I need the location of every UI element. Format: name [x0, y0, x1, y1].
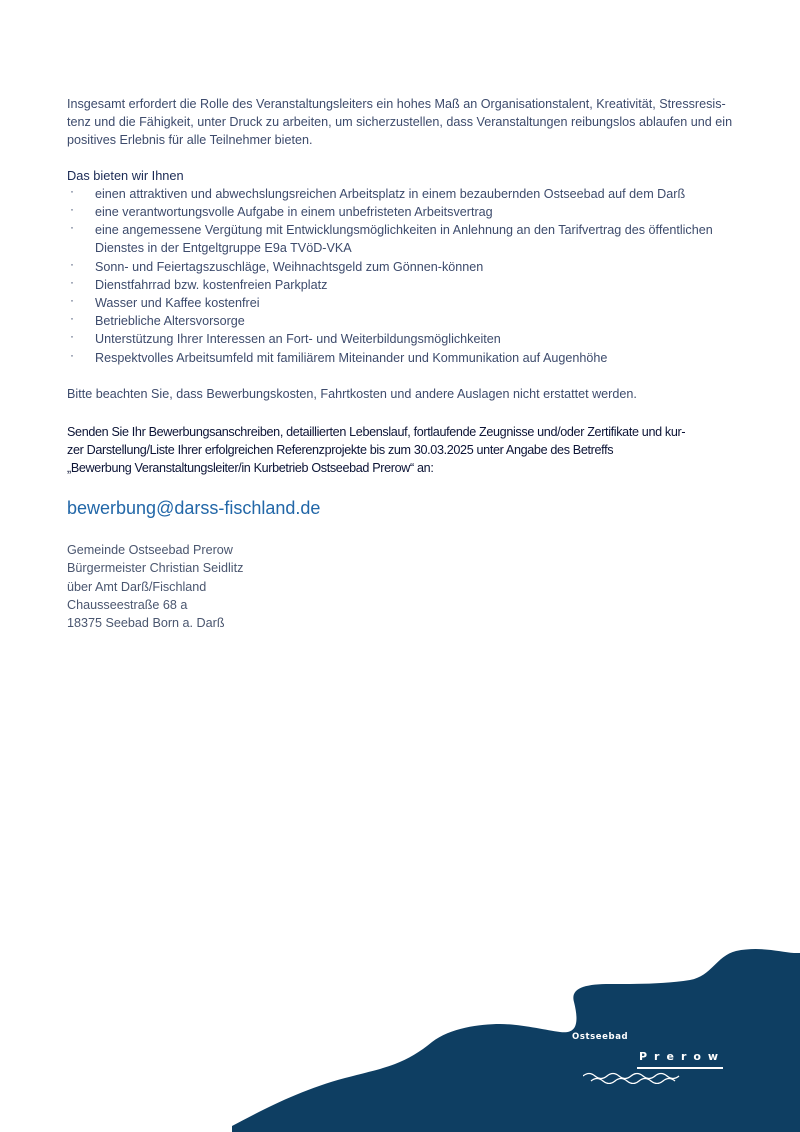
- bullet-icon: ·: [70, 293, 74, 308]
- bullet-icon: ·: [70, 256, 74, 271]
- bullet-icon: ·: [70, 220, 74, 235]
- logo-subtitle: Ostseebad: [572, 1032, 629, 1042]
- benefit-item: [67, 276, 757, 294]
- offer-heading: Das bieten wir Ihnen: [67, 167, 184, 183]
- benefit-item: [67, 185, 757, 203]
- address-line: über Amt Darß/Fischland: [67, 579, 207, 594]
- benefit-item: [67, 258, 757, 276]
- bullet-icon: ·: [70, 347, 74, 362]
- benefit-item: [67, 294, 757, 312]
- bullet-icon: ·: [70, 274, 74, 289]
- benefit-text: Dienstes in der Entgeltgruppe E9a TVöD-VKA: [95, 241, 352, 256]
- bullet-icon: ·: [70, 202, 74, 217]
- apply-line: zer Darstellung/Liste Ihrer erfolgreichen Referenzprojekte bis zum 30.03.2025 unter Angabe des Betreffs: [67, 443, 614, 458]
- address-line: 18375 Seebad Born a. Darß: [67, 616, 225, 631]
- benefit-item: [67, 349, 757, 367]
- bullet-icon: ·: [70, 311, 74, 326]
- intro-paragraph: [67, 95, 757, 150]
- apply-line: „Bewerbung Veranstaltungsleiter/in Kurbetrieb Ostseebad Prerow“ an:: [67, 461, 434, 476]
- prerow-logo: [567, 1030, 737, 1090]
- address-line: Bürgermeister Christian Seidlitz: [67, 561, 244, 576]
- benefit-text: eine verantwortungsvolle Aufgabe in einem unbefristeten Arbeitsvertrag: [95, 205, 493, 220]
- document-content: [67, 95, 757, 633]
- bullet-icon: ·: [70, 329, 74, 344]
- postal-address: [67, 541, 757, 632]
- benefit-item: [67, 221, 757, 257]
- benefits-list: [67, 185, 757, 367]
- intro-line: positives Erlebnis für alle Teilnehmer bieten.: [67, 133, 313, 148]
- benefit-text: eine angemessene Vergütung mit Entwicklungsmöglichkeiten in Anlehnung an den Tarifvertrag des öffentlichen: [95, 223, 713, 238]
- benefit-item: [67, 330, 757, 348]
- costs-note: Bitte beachten Sie, dass Bewerbungskosten, Fahrtkosten und andere Auslagen nicht erstattet werden.: [67, 386, 637, 401]
- benefit-text: Betriebliche Altersvorsorge: [95, 314, 245, 329]
- application-instructions: [67, 423, 757, 477]
- application-email-link[interactable]: bewerbung@darss-fischland.de: [67, 498, 321, 519]
- bullet-icon: ·: [70, 183, 74, 198]
- wave-lines-icon: [583, 1072, 683, 1084]
- intro-line: tenz und die Fähigkeit, unter Druck zu arbeiten, um sicherzustellen, dass Veranstaltungen reibungslos ablaufen und ein: [67, 115, 733, 130]
- benefit-text: Unterstützung Ihrer Interessen an Fort- und Weiterbildungsmöglichkeiten: [95, 332, 501, 347]
- benefit-text: einen attraktiven und abwechslungsreichen Arbeitsplatz in einem bezaubernden Ostseebad auf dem Darß: [95, 186, 686, 201]
- benefit-item: [67, 203, 757, 221]
- benefit-text: Dienstfahrrad bzw. kostenfreien Parkplatz: [95, 277, 328, 292]
- benefit-item: [67, 312, 757, 330]
- apply-line: Senden Sie Ihr Bewerbungsanschreiben, detaillierten Lebenslauf, fortlaufende Zeugnisse und/oder Zertifikate und kur-: [67, 425, 686, 440]
- benefit-text: Sonn- und Feiertagszuschläge, Weihnachtsgeld zum Gönnen-können: [95, 259, 484, 274]
- benefit-text: Wasser und Kaffee kostenfrei: [95, 296, 260, 311]
- logo-title: Prerow: [639, 1050, 726, 1063]
- logo-underline: [637, 1067, 723, 1069]
- address-line: Gemeinde Ostseebad Prerow: [67, 543, 233, 558]
- intro-line: Insgesamt erfordert die Rolle des Veranstaltungsleiters ein hohes Maß an Organisationstalent, Kreativität, Stressresis-: [67, 97, 726, 111]
- benefit-text: Respektvolles Arbeitsumfeld mit familiärem Miteinander und Kommunikation auf Augenhöhe: [95, 350, 608, 365]
- address-line: Chausseestraße 68 a: [67, 597, 188, 612]
